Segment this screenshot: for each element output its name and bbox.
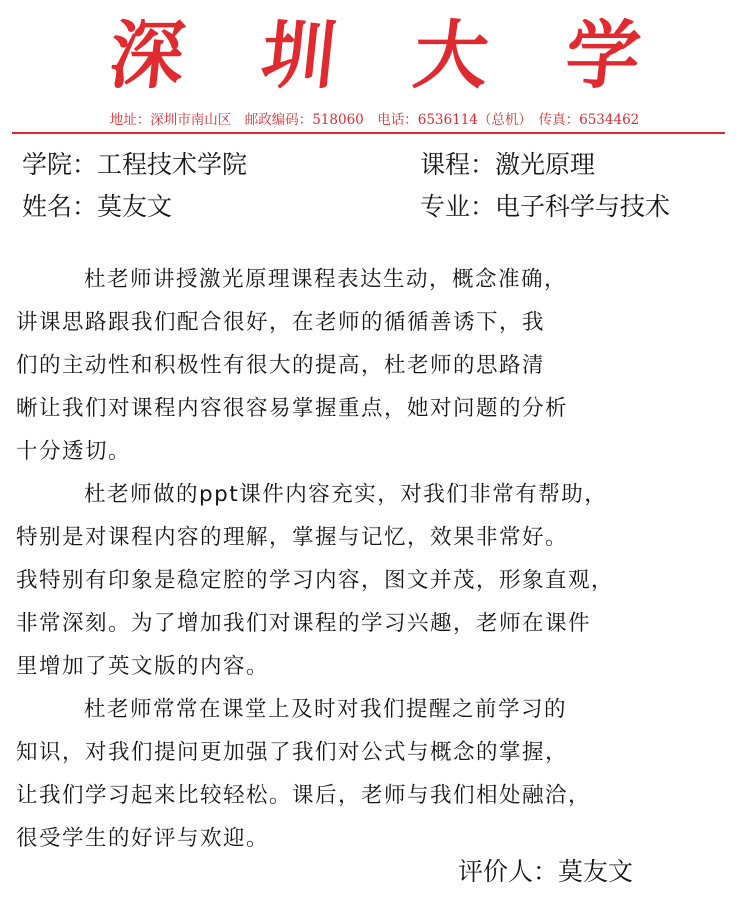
text-line: 杜老师做的ppt课件内容充实，对我们非常有帮助， [84,482,608,507]
title-char-1: 深 [104,13,189,99]
text-line: 我特别有印象是稳定腔的学习内容，图文并茂，形象直观， [16,568,615,593]
title-char-3: 大 [408,13,493,99]
letterhead-address: 地址：深圳市南山区 邮政编码：518060 电话：6536114（总机） 传真：6534462 [109,112,640,128]
text-line: 特别是对课程内容的理解，掌握与记忆，效果非常好。 [16,525,569,550]
text-line: 杜老师常常在课堂上及时对我们提醒之前学习的 [84,697,568,722]
text-line: 十分透切。 [16,439,132,464]
letterhead-divider [12,132,725,134]
text-line: 里增加了英文版的内容。 [16,654,270,679]
text-line: 很受学生的好评与欢迎。 [16,826,270,851]
title-char-4: 学 [560,13,645,99]
signature: 评价人：莫友文 [458,857,634,886]
text-line: 非常深刻。为了增加我们对课程的学习兴趣，老师在课件 [16,611,592,636]
evaluation-text [16,258,731,860]
text-line: 让我们学习起来比较轻松。课后，老师与我们相处融洽， [16,783,592,808]
text-line: 晰让我们对课程内容很容易掌握重点，她对问题的分析 [16,396,569,421]
text-line: 知识，对我们提问更加强了我们对公式与概念的掌握， [16,740,569,765]
info-name: 姓名：莫友文 [22,192,173,221]
letterhead-title [0,6,749,106]
text-line: 们的主动性和积极性有很大的提高，杜老师的思路清 [16,353,546,378]
text-line: 杜老师讲授激光原理课程表达生动，概念准确， [84,267,568,292]
info-college: 学院：工程技术学院 [22,150,248,179]
info-major: 专业：电子科学与技术 [420,192,671,221]
text-line: 讲课思路跟我们配合很好，在老师的循循善诱下，我 [16,310,546,335]
title-char-2: 圳 [256,13,341,99]
info-course: 课程：激光原理 [420,150,596,179]
